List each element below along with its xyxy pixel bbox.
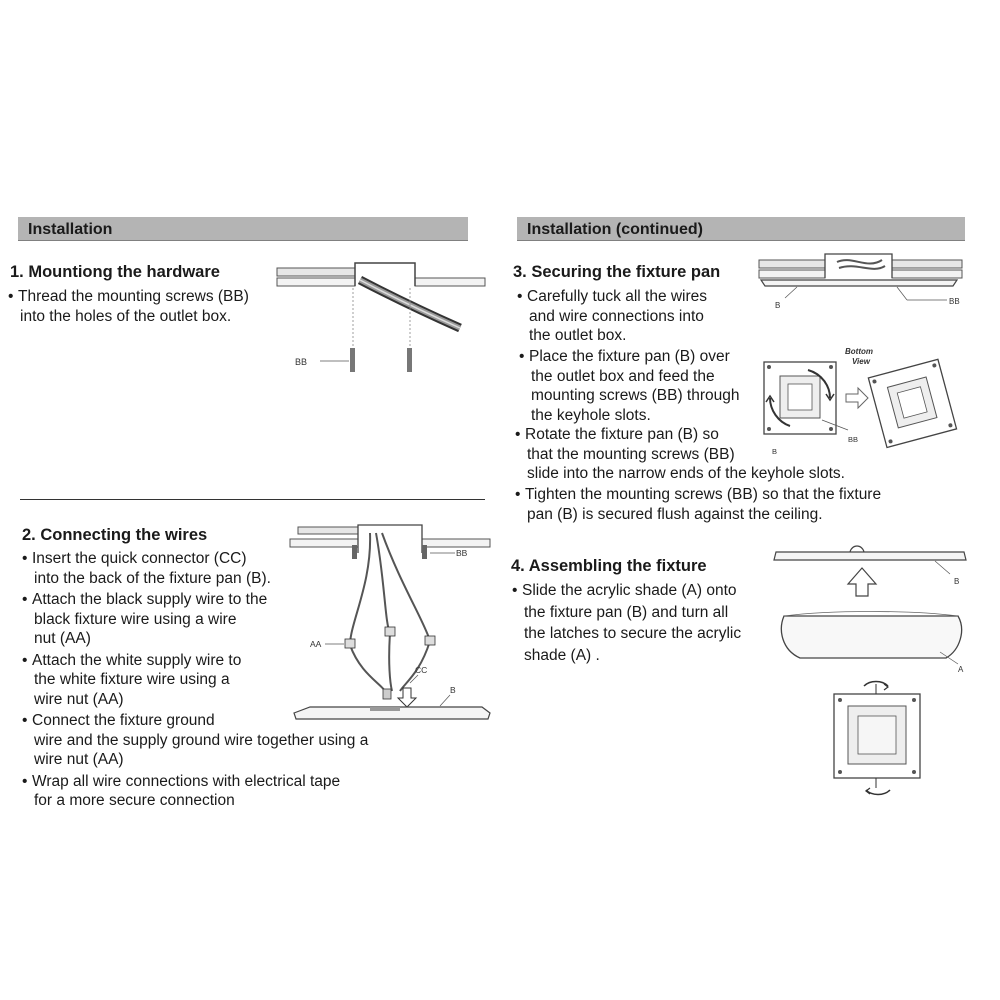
section4-title: 4. Assembling the fixture xyxy=(511,557,707,575)
section3-bullet-place: • Place the fixture pan (B) over the outlet box and feed the mounting screws (BB) through the keyhole slots. xyxy=(519,348,740,424)
cc-label: CC xyxy=(415,665,428,675)
acrylic-shade-figure xyxy=(770,540,970,675)
b-label: B xyxy=(450,685,456,695)
b-label-3: B xyxy=(775,301,781,310)
section2-title: 2. Connecting the wires xyxy=(22,526,208,544)
bullet-white-wire: • Attach the white supply wire to the white fixture wire using a wire nut (AA) xyxy=(22,651,242,708)
wiring-figure xyxy=(290,523,490,723)
b-label-4: B xyxy=(772,447,778,456)
section4-bullet: • Slide the acrylic shade (A) onto the fixture pan (B) and turn all the latches to secure the acrylic shade (A) . xyxy=(512,582,742,664)
bullet-electrical-tape: • Wrap all wire connections with electrical tape for a more secure connection xyxy=(22,772,341,809)
section3-bullet-rotate: • Rotate the fixture pan (B) so that the mounting screws (BB) slide into the narrow ends of the keyhole slots. xyxy=(515,426,845,482)
section3-bullet-tighten: • Tighten the mounting screws (BB) so that the fixture pan (B) is secured flush against the ceiling. xyxy=(515,486,882,523)
outlet-box-figure xyxy=(275,258,485,378)
bb-label-4: BB xyxy=(848,435,859,444)
aa-label: AA xyxy=(310,639,322,649)
section1-bullet: • Thread the mounting screws (BB) into the holes of the outlet box. xyxy=(8,288,249,325)
a-label: A xyxy=(958,665,964,674)
bullet-ground-wire: • Connect the fixture ground wire and the supply ground wire together using a wire nut (AA) xyxy=(22,712,369,768)
section3-title: 3. Securing the fixture pan xyxy=(513,263,721,281)
bullet-quick-connector: • Insert the quick connector (CC) into the back of the fixture pan (B). xyxy=(22,550,271,587)
fixture-pan-side-figure xyxy=(757,250,967,310)
section-divider xyxy=(20,499,485,500)
bottom-view-figure xyxy=(760,342,970,456)
bb-label-3: BB xyxy=(949,297,960,306)
bottom-view-label-2: View xyxy=(852,357,870,366)
bullet-black-wire: • Attach the black supply wire to the black fixture wire using a wire nut (AA) xyxy=(22,591,268,647)
bb-label-2: BB xyxy=(456,548,468,558)
b-label-5: B xyxy=(954,577,960,586)
section1-title: 1. Mountiong the hardware xyxy=(10,263,220,281)
installation-header: Installation xyxy=(18,217,468,241)
installation-continued-header: Installation (continued) xyxy=(517,217,965,241)
section3-bullet-tuck: • Carefully tuck all the wires and wire connections into the outlet box. xyxy=(517,288,708,344)
latch-square-figure xyxy=(828,680,938,800)
bb-label: BB xyxy=(295,357,308,367)
bottom-view-label: Bottom xyxy=(845,347,873,356)
